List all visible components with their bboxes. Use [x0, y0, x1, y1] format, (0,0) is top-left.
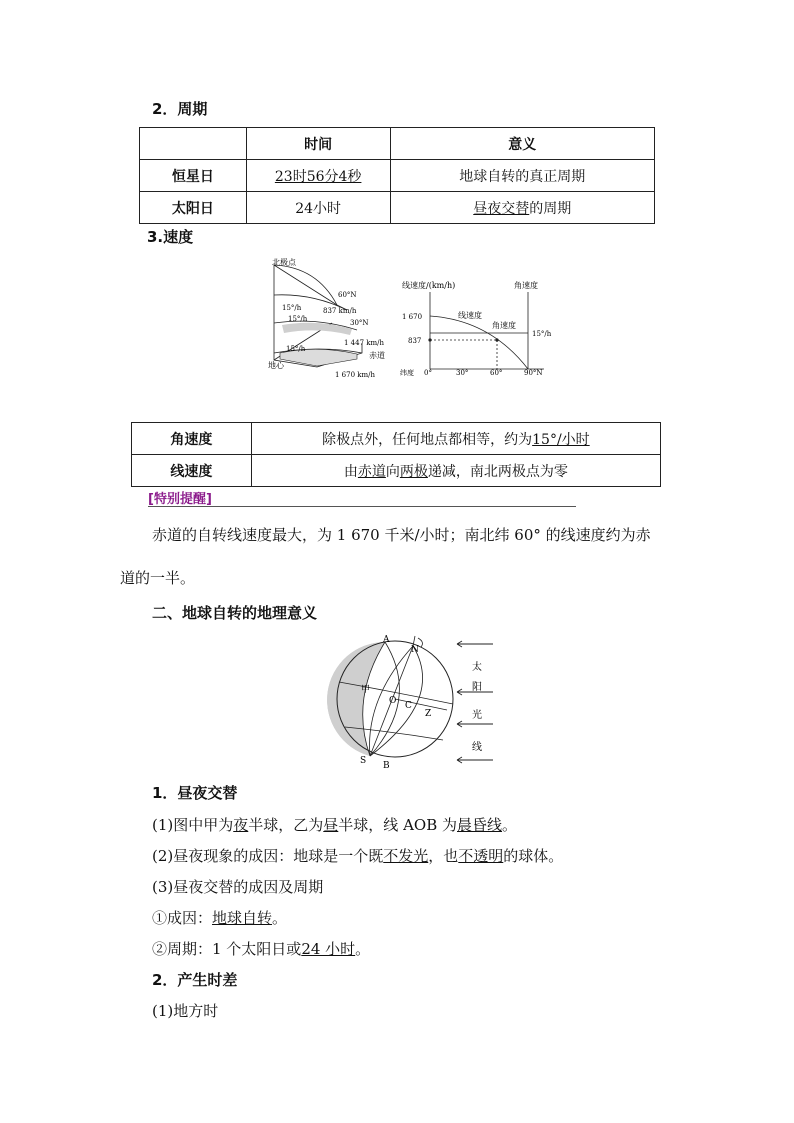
- sec2-sub: (1)地方时: [152, 1002, 219, 1020]
- point-z: Z: [425, 709, 432, 719]
- solar-meaning: 昼夜交替的周期: [390, 192, 654, 224]
- row-label: 恒星日: [140, 160, 247, 192]
- period-table: [139, 127, 655, 224]
- linear-speed-desc: 由赤道向两极递减，南北两极点为零: [251, 455, 660, 487]
- reminder-divider: [148, 506, 576, 507]
- table-header-empty: [140, 128, 247, 160]
- sunlight-char: 线: [472, 742, 482, 753]
- special-reminder-label: [特别提醒]: [148, 492, 212, 507]
- w-label: 15°/h: [532, 330, 552, 338]
- table-header-meaning: 意义: [390, 128, 654, 160]
- sunlight-char: 太: [472, 662, 482, 673]
- y837-tick: 837: [408, 337, 422, 345]
- sec2-title: 2．产生时差: [152, 971, 238, 989]
- y1670-tick: 1 670: [402, 313, 423, 321]
- sec1-line1: (1)图中甲为夜半球，乙为昼半球，线 AOB 为晨昏线。: [152, 816, 518, 834]
- x-tick: 0°: [424, 369, 432, 377]
- sec1-title: 1．昼夜交替: [152, 784, 238, 802]
- x-tick: 30°: [456, 369, 469, 377]
- table-header-time: 时间: [246, 128, 390, 160]
- table-row: [140, 192, 655, 224]
- section-title-period: 2．周期: [152, 100, 208, 118]
- v3-label: 1 670 km/h: [335, 371, 376, 379]
- note-line1: 赤道的自转线速度最大，为 1 670 千米/小时；南北纬 60° 的线速度约为赤: [152, 526, 651, 544]
- v1-label: 837 km/h: [323, 307, 357, 315]
- x-axis-label: 纬度: [400, 369, 414, 377]
- sec1-line5: ②周期：1 个太阳日或24 小时。: [152, 940, 371, 958]
- sec1-line4: ①成因：地球自转。: [152, 909, 288, 927]
- sidereal-time: 23时56分4秒: [246, 160, 390, 192]
- part2-title: 二、地球自转的地理意义: [152, 604, 318, 622]
- sec1-line2: (2)昼夜现象的成因：地球是一个既不发光，也不透明的球体。: [152, 847, 564, 865]
- sunlight-char: 阳: [472, 682, 482, 693]
- angular-speed-desc: 除极点外，任何地点都相等，约为15°/小时: [251, 423, 660, 455]
- hemisphere-jia: 甲: [361, 685, 371, 695]
- row-label: 线速度: [132, 455, 252, 487]
- curve-label: 线速度: [458, 311, 482, 320]
- table-row: [140, 160, 655, 192]
- y2-axis-label: 角速度: [514, 281, 538, 290]
- earth-sector-diagram: [262, 255, 390, 382]
- north-pole-label: 北极点: [272, 258, 296, 267]
- w2-label: 15°/h: [288, 315, 308, 323]
- point-c: C: [405, 701, 412, 711]
- equator-label: 赤道: [369, 351, 385, 360]
- day-night-globe-diagram: [325, 632, 497, 772]
- x-tick: 60°: [490, 369, 503, 377]
- center-label: 地心: [268, 361, 284, 370]
- section-title-speed: 3.速度: [147, 228, 194, 246]
- point-n: N: [411, 645, 419, 655]
- lat30-label: 30°N: [350, 319, 369, 327]
- sec1-line3: (3)昼夜交替的成因及周期: [152, 878, 324, 896]
- note-line2: 道的一半。: [120, 569, 196, 587]
- lat60-label: 60°N: [338, 291, 357, 299]
- row-label: 太阳日: [140, 192, 247, 224]
- w3-label: 15°/h: [286, 345, 306, 353]
- v2-label: 1 447 km/h: [344, 339, 385, 347]
- x-tick: 90°N: [524, 369, 543, 377]
- speed-chart: [400, 278, 560, 380]
- point-o: O: [389, 696, 397, 706]
- flat-label: 角速度: [492, 321, 516, 330]
- table-row: [132, 423, 661, 455]
- solar-time: 24小时: [246, 192, 390, 224]
- y-axis-label: 线速度/(km/h): [402, 281, 456, 290]
- table-row: [132, 455, 661, 487]
- point-b: B: [383, 761, 390, 771]
- point-a: A: [383, 635, 390, 645]
- speed-table: [131, 422, 661, 487]
- row-label: 角速度: [132, 423, 252, 455]
- sunlight-char: 光: [472, 710, 482, 721]
- point-s: S: [360, 756, 367, 766]
- sidereal-meaning: 地球自转的真正周期: [390, 160, 654, 192]
- table-header-row: [140, 128, 655, 160]
- w1-label: 15°/h: [282, 304, 302, 312]
